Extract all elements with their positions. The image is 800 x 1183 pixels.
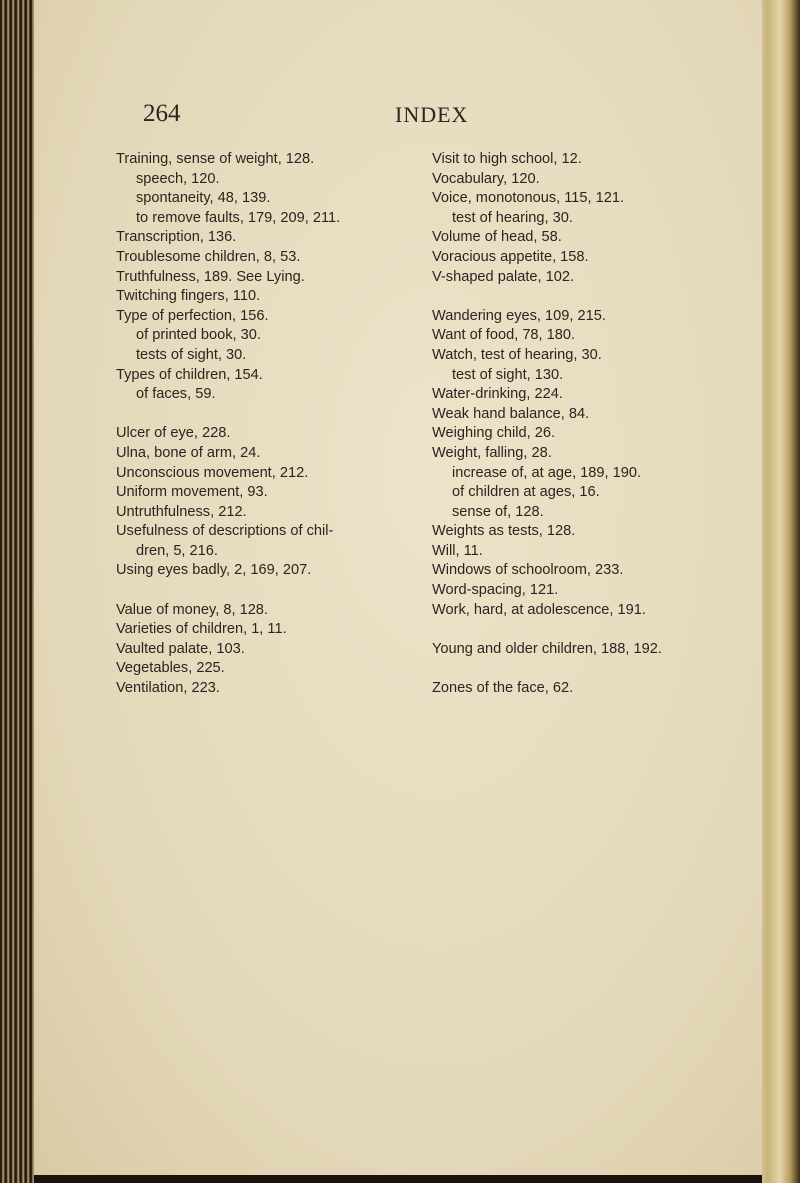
running-head: INDEX (395, 102, 469, 127)
page-header (34, 100, 762, 136)
index-subentry: to remove faults, 179, 209, 211. (136, 209, 341, 226)
index-entry: Vocabulary, 120. (432, 170, 540, 187)
index-entry: Ulcer of eye, 228. (116, 425, 231, 442)
index-column-right (432, 150, 758, 699)
index-entry: Zones of the face, 62. (432, 680, 574, 697)
index-subentry: sense of, 128. (452, 503, 544, 520)
index-entry: V-shaped palate, 102. (432, 268, 574, 285)
index-entry: Untruthfulness, 212. (116, 503, 247, 520)
index-entry: Weights as tests, 128. (432, 523, 576, 540)
index-entry: Ventilation, 223. (116, 680, 220, 697)
index-subentry: tests of sight, 30. (136, 346, 247, 363)
index-subentry: dren, 5, 216. (136, 542, 218, 559)
index-entry: Voice, monotonous, 115, 121. (432, 190, 625, 207)
index-entry: Volume of head, 58. (432, 229, 562, 246)
index-entry: Wandering eyes, 109, 215. (432, 307, 606, 324)
index-entry: Weight, falling, 28. (432, 444, 552, 461)
index-entry: Uniform movement, 93. (116, 484, 268, 501)
book-page-edges-right (758, 0, 800, 1183)
index-entry: Voracious appetite, 158. (432, 248, 589, 265)
index-subentry: increase of, at age, 189, 190. (452, 464, 642, 481)
index-entry: Transcription, 136. (116, 229, 237, 246)
index-entry: Windows of schoolroom, 233. (432, 562, 624, 579)
index-entry: Type of perfection, 156. (116, 307, 269, 324)
page-number: 264 (143, 100, 181, 127)
index-subentry: of printed book, 30. (136, 327, 261, 344)
index-entry: Vegetables, 225. (116, 660, 225, 677)
index-entry: Vaulted palate, 103. (116, 640, 245, 657)
index-subentry: spontaneity, 48, 139. (136, 190, 271, 207)
index-entry: Training, sense of weight, 128. (116, 151, 315, 167)
index-subentry: test of hearing, 30. (452, 209, 573, 226)
index-entry: Want of food, 78, 180. (432, 327, 576, 344)
index-entry: Watch, test of hearing, 30. (432, 346, 602, 363)
index-subentry: of faces, 59. (136, 386, 216, 403)
index-entry: Visit to high school, 12. (432, 151, 582, 167)
index-entry: Using eyes badly, 2, 169, 207. (116, 562, 312, 579)
index-entry: Weighing child, 26. (432, 425, 556, 442)
page-bottom-shadow (34, 1175, 762, 1183)
index-entry: Ulna, bone of arm, 24. (116, 444, 261, 461)
index-entry: Unconscious movement, 212. (116, 464, 309, 481)
index-entry: Water-drinking, 224. (432, 386, 563, 403)
index-entry: Young and older children, 188, 192. (432, 640, 662, 657)
index-entry: Weak hand balance, 84. (432, 405, 590, 422)
index-entry: Troublesome children, 8, 53. (116, 248, 301, 265)
index-entry: Types of children, 154. (116, 366, 263, 383)
index-entry: Value of money, 8, 128. (116, 601, 268, 618)
index-subentry: of children at ages, 16. (452, 484, 600, 501)
index-subentry: test of sight, 130. (452, 366, 564, 383)
index-entry: Word-spacing, 121. (432, 582, 559, 599)
index-column-left (116, 150, 446, 699)
index-entry: Work, hard, at adolescence, 191. (432, 601, 646, 618)
index-entry: Truthfulness, 189. See Lying. (116, 268, 305, 285)
index-entry: Varieties of children, 1, 11. (116, 621, 287, 638)
book-page (34, 0, 762, 1175)
index-entry: Twitching fingers, 110. (116, 288, 261, 305)
index-subentry: speech, 120. (136, 170, 220, 187)
index-entry: Usefulness of descriptions of chil- (116, 523, 334, 540)
index-entry: Will, 11. (432, 542, 483, 559)
